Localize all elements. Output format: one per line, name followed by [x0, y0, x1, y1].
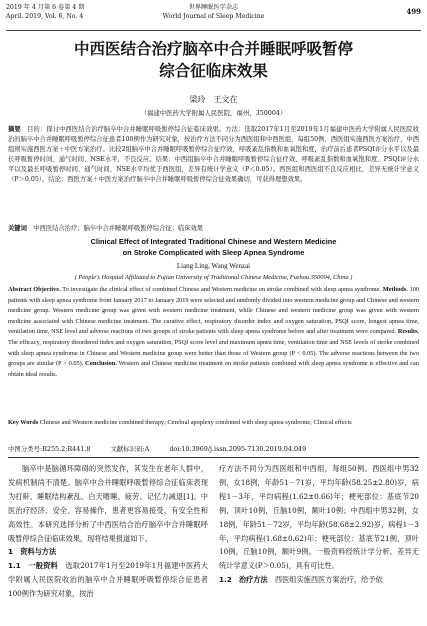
issue-info-en: April. 2019, Vol. 6, No. 4 [6, 12, 84, 20]
subsection-heading-1-2: 1.2 治疗方法 [219, 575, 268, 585]
methods-text: 100 patients with sleep apnea syndrome from January 2017 to January 2019 were selected and randomly divided into western medicine group and Chinese and western medicine group. Western medicine group was given with western medicine treatment, while Chinese and western medicine group was given with western medicine associated with Chinese medicine treatment. The curative effect, respiratory disorder index and oxygen saturation, PSQI score, longest apnea time, ventilation time, NSE level and adverse reactions of two groups of stroke patients with sleep apnea syndrome before and after treatment were compared. [8, 286, 420, 336]
keywords-en [8, 418, 419, 428]
keywords-cn [8, 224, 419, 233]
body-column-right [219, 462, 419, 587]
title-line-1: 中西医结合治疗脑卒中合并睡眠呼吸暂停 [73, 40, 353, 58]
title-line-2: 综合征临床效果 [159, 62, 268, 80]
objective-label: Objective. [33, 286, 61, 293]
conclusion-text: Western and Chinese medicine treatment on stroke patients combined with sleep apnea syndrome is effective and can obtain ideal results. [8, 360, 419, 378]
intro-paragraph: 脑卒中是脑循环障碍的突然发作，其发生在老年人群中，发病机制尚不清楚。脑卒中合并睡眠呼吸暂停综合征临床表现为打鼾、睡眠结构紊乱、白天嗜睡、疲劳、记忆力减退[1]。中医治疗经济、安全、容易操作，患者更容易接受，有安全性和高效性。本研究选择分析了中西医结合治疗脑卒中合并睡眠呼吸暂停综合征临床效果，现将结果报道如下。 [8, 464, 208, 543]
body-column-left [8, 462, 208, 601]
doi: doi:10.3969/j.issn.2095-7130.2019.04.049 [169, 445, 307, 453]
methods-label: Methods. [382, 286, 408, 293]
results-text: The efficacy, respiratory disordered index and oxygen saturation, PSQI score level and maximum apnea time, ventilation time and NSE levels of stroke combined with sleep apnea syndrome in Chinese and Western medicine group were better than those of Western group (P < 0.05). The adverse reactions between the two groups are similar (P > 0.05). [8, 338, 419, 368]
journal-name [6, 4, 421, 21]
conclusion-label: Conclusion. [85, 360, 117, 368]
objective-text: To investigate the clinical effect of combined Chinese and Western medicine on stroke combined with sleep apnea syndrome. [62, 286, 382, 293]
authors: 梁玲 王文在 [189, 95, 238, 104]
paragraph-1-1-cont: 疗方法不同分为西医组和中西组，每组50例。西医组中男32例，女18例，年龄51－71岁，平均年龄(58.25±2.80)岁，病程1－3年，平均病程(1.62±0.66)年；梗死部位：基底节20例，顶叶10例，丘脑10例，额叶10例；中西组中男32例，女18例，年龄51－72岁，平均年龄(58.68±2.92)岁，病程1－3年，平均病程(1.68±0.62)年；梗死部位：基底节21例，顶叶10例，丘脑10例，额叶9例。一般资料经统计学分析，差异无统计学意义(P＞0.05)，具有可比性。 [219, 464, 419, 571]
journal-name-en: World Journal of Sleep Medicine [162, 12, 265, 20]
subsection-heading-1-1: 1.1 一般资料 [8, 561, 58, 571]
abstract-cn-body: 目的：探讨中西医结合治疗脑卒中合并睡眠呼吸暂停综合征临床效果。方法：选取2017年1月至2019年1月福建中医药大学附属人民医院收治的脑卒中合并睡眠呼吸暂停综合征患者100例作为研究对象，按治疗方法不同分为西医组和中西医组，每组50例，西医组实施西医方案治疗，中西组则实施西医方案＋中医方案治疗。比较2组脑卒中合并睡眠呼吸暂停综合征疗效，呼吸紊乱指数和血氧饱和度，治疗前后患者PSQI评分水平以及最长呼吸暂停时间、通气时间、NSE水平，不良反应。结果：中西组脑卒中合并睡眠呼吸暂停综合征疗效、呼吸紊乱指数和血氧饱和度、PSQI评分水平以及最长呼吸暂停时间、通气时间、NSE水平均优于西医组，差异有统计学意义（P＜0.05）。西医组和西医组不良反应相比，差异无统计学意义（P＞0.05）。结论：西医方案＋中医方案治疗脑卒中合并睡眠呼吸暂停综合征效果确切，可获得理想效果。 [8, 126, 419, 183]
article-meta [8, 445, 419, 454]
abstract-en [8, 285, 419, 380]
authors-en: Liang Ling, Wang Wenzai [176, 262, 251, 270]
abstract-cn [8, 125, 419, 185]
paragraph-1-1-text: 选取2017年1月至2019年1月福建中医药大学附属人民医院收治的脑卒中合并睡眠呼吸暂停综合征患者100例作为研究对象，按治 [8, 561, 208, 599]
title-en-line-1: Clinical Effect of Integrated Traditional Chinese and Western Medicine [90, 237, 337, 246]
keywords-cn-body: 中西医结合治疗；脑卒中合并睡眠呼吸暂停综合征；临床效果 [33, 225, 204, 232]
paragraph-1-2 [219, 573, 419, 587]
section-heading-1: 1 资料与方法 [8, 547, 57, 557]
paragraph-1-2-text: 西医组实施西医方案治疗，给予依 [274, 575, 383, 585]
affiliation: （福建中医药大学附属人民医院，福州，350004） [140, 109, 287, 117]
running-header [6, 4, 421, 31]
affiliation-en: ( People's Hospital Affiliated to Fujian University of Traditional Chinese Medicine, Fuzhou 350004, China ) [74, 274, 353, 281]
keywords-en-label: Key Words [8, 419, 39, 426]
article-title-en [0, 236, 427, 258]
article-title [20, 38, 407, 82]
keywords-cn-label: 关键词 [8, 225, 27, 232]
clc-number: 中图分类号:R255.2;R441.8 [8, 445, 91, 453]
keywords-en-body: Chinese and Western medicine combined therapy; Cerebral apoplexy combined with sleep apnea syndrome; Clinical effects [39, 419, 352, 426]
divider [8, 457, 419, 458]
journal-name-cn: 世界睡眠医学杂志 [188, 4, 239, 11]
abstract-en-label: Abstract [8, 286, 32, 293]
results-label: Results. [397, 328, 419, 336]
abstract-cn-label: 摘要 [8, 126, 21, 133]
page-number: 499 [406, 7, 421, 16]
title-en-line-2: on Stroke Complicated with Sleep Apnea Syndrome [122, 248, 305, 257]
document-code: 文献标识码:A [110, 445, 150, 453]
paragraph-1-1 [8, 559, 208, 601]
issue-info-cn: 2019 年 4 月第 6 卷第 4 期 [6, 4, 85, 11]
